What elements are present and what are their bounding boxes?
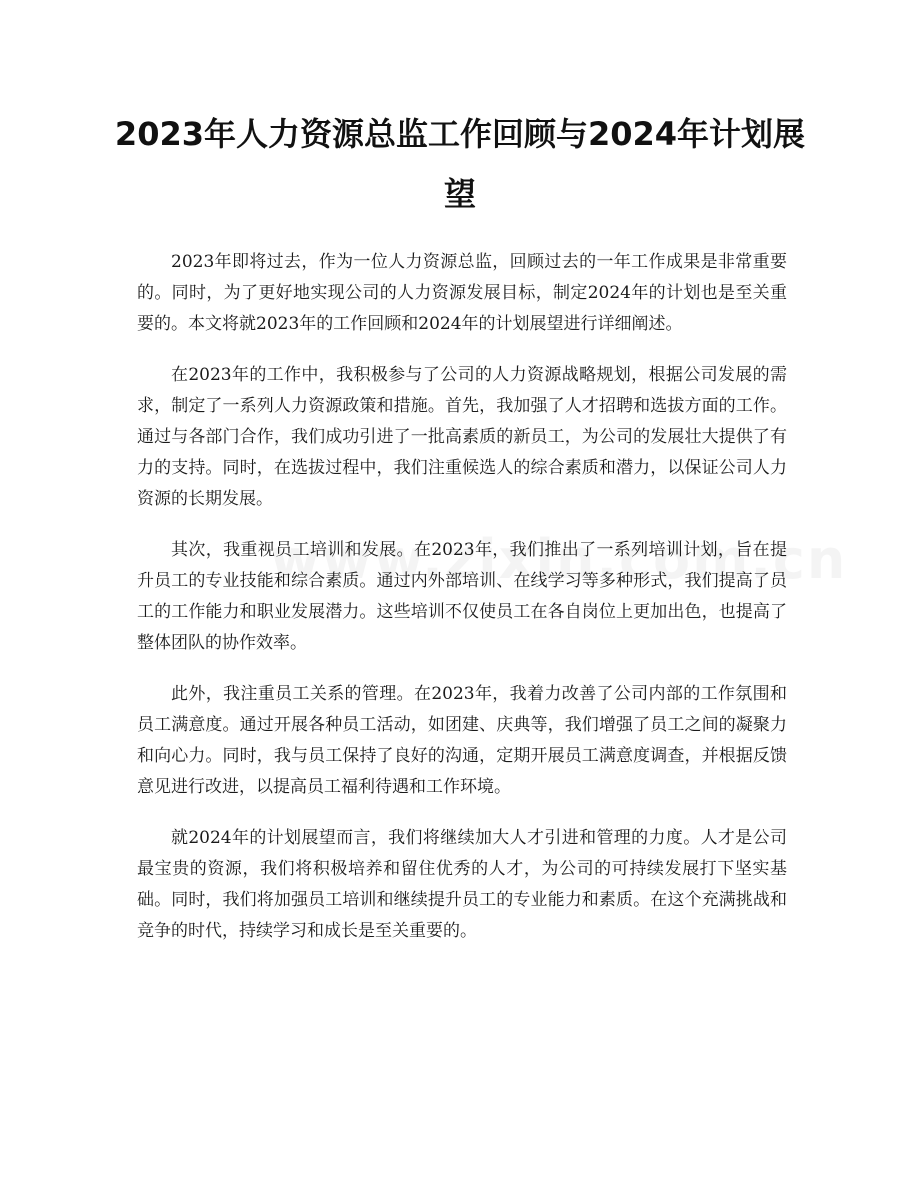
paragraph: 此外，我注重员工关系的管理。在2023年，我着力改善了公司内部的工作氛围和员工满意度。通过开展各种员工活动，如团建、庆典等，我们增强了员工之间的凝聚力和向心力。同时，我与员工保持了良好的沟通，定期开展员工满意度调查，并根据反馈意见进行改进，以提高员工福利待遇和工作环境。 [137,684,787,797]
paragraph: 就2024年的计划展望而言，我们将继续加大人才引进和管理的力度。人才是公司最宝贵的资源，我们将积极培养和留住优秀的人才，为公司的可持续发展打下坚实基础。同时，我们将加强员工培训和继续提升员工的专业能力和素质。在这个充满挑战和竞争的时代，持续学习和成长是至关重要的。 [137,828,787,941]
paragraph: 在2023年的工作中，我积极参与了公司的人力资源战略规划，根据公司发展的需求，制定了一系列人力资源政策和措施。首先，我加强了人才招聘和选拔方面的工作。通过与各部门合作，我们成功引进了一批高素质的新员工，为公司的发展壮大提供了有力的支持。同时，在选拔过程中，我们注重候选人的综合素质和潜力，以保证公司人力资源的长期发展。 [137,365,787,509]
paragraph: 2023年即将过去，作为一位人力资源总监，回顾过去的一年工作成果是非常重要的。同时，为了更好地实现公司的人力资源发展目标，制定2024年的计划也是至关重要的。本文将就2023年的工作回顾和2024年的计划展望进行详细阐述。 [137,252,787,334]
document-body [137,247,787,967]
document-title: 2023年人力资源总监工作回顾与2024年计划展望 [114,115,806,213]
paragraph: 其次，我重视员工培训和发展。在2023年，我们推出了一系列培训计划，旨在提升员工的专业技能和综合素质。通过内外部培训、在线学习等多种形式，我们提高了员工的工作能力和职业发展潜力。这些培训不仅使员工在各自岗位上更加出色，也提高了整体团队的协作效率。 [137,540,787,653]
